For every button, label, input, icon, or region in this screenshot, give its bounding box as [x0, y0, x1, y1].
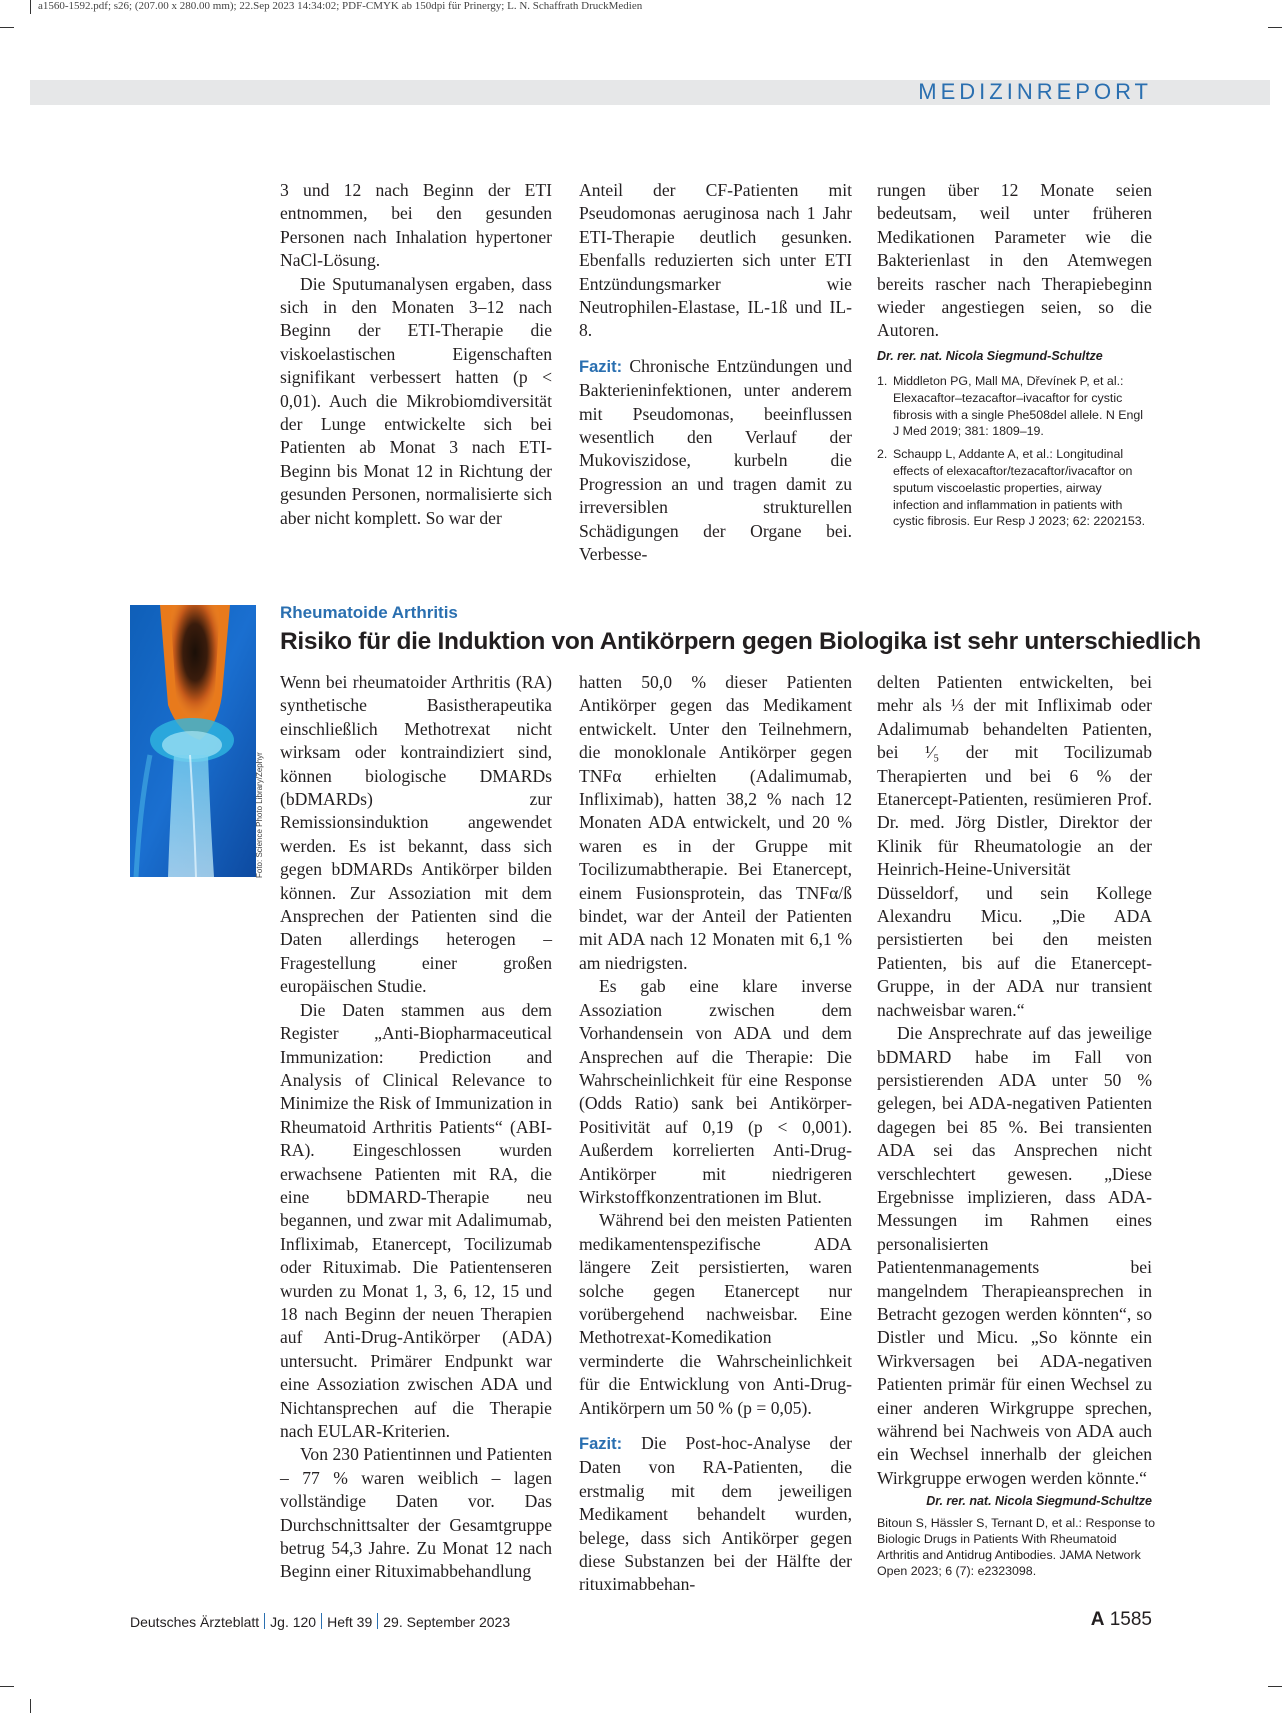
- page-prefix: A: [1090, 1609, 1105, 1630]
- article2-column-3: [877, 671, 1152, 1514]
- paragraph: Während bei den meisten Patienten medikamentenspezifische ADA längere Zeit persistierten, waren solche gegen Etanercept nur vorübergehend nachweisbar. Eine Methotrexat-Komedikation verminderte die Wahrscheinlichkeit für die Entwicklung von Anti-Drug-Antikörpern um 50 % (p = 0,05).: [579, 1210, 852, 1418]
- journal-volume: Jg. 120: [270, 1614, 317, 1630]
- article2-column-1: [280, 671, 552, 1584]
- page-number-value: 1585: [1109, 1609, 1152, 1630]
- crop-mark: [30, 1699, 31, 1713]
- crop-mark: [1268, 27, 1282, 28]
- separator: [264, 1613, 265, 1629]
- fazit-label: Fazit:: [579, 357, 623, 376]
- reference-text: Middleton PG, Mall MA, Dřevínek P, et al.: Elexacaftor–tezacaftor–ivacaftor for cystic fibrosis with a single Phe508del allele. N Engl J Med 2019; 381: 1809–19.: [893, 374, 1144, 439]
- paragraph: Von 230 Patientinnen und Patienten – 77 % waren weiblich – lagen vollständige Daten vor. Das Durchschnittsalter der Gesamtgruppe betrug 54,3 Jahre. Zu Monat 12 nach Beginn einer Rituximabbehandlung: [280, 1444, 552, 1582]
- article1-column-1: [280, 179, 552, 530]
- crop-mark: [30, 0, 31, 14]
- separator: [321, 1613, 322, 1629]
- paragraph: [877, 179, 1152, 368]
- paragraph: Die Sputumanalysen ergaben, dass sich in den Monaten 3–12 nach Beginn der ETI-Therapie die viskoelastischen Eigenschaften signifikant verbessert hatten (p < 0,01). Auch die Mikrobiomdiversität der Lunge entwickelte sich bei Patienten ab Monat 3 nach ETI-Beginn bis Monat 12 in Richtung der gesunden Personen, normalisierte sich aber nicht komplett. So war der: [280, 273, 552, 528]
- article1-column-2: [579, 179, 852, 567]
- reference-item: [877, 373, 1149, 440]
- journal-name: Deutsches Ärzteblatt: [130, 1614, 260, 1630]
- journal-issue: Heft 39: [327, 1614, 373, 1630]
- source-reference: Bitoun S, Hässler S, Ternant D, et al.: Response to Biologic Drugs in Patients With Rheumatoid Arthritis and Antidrug Antibodies. JAMA Network Open 2023; 6 (7): e2323098.: [877, 1516, 1156, 1578]
- reference-number: 1.: [877, 374, 888, 388]
- fazit-label: Fazit:: [579, 1435, 623, 1453]
- fazit-text: Die Post-hoc-Analyse der Daten von RA-Patienten, die erstmalig mit dem jeweiligen Medikament behandelt wurden, belege, dass sich Antikörper gegen diese Substanzen bei der Hälfte der rituximabbehan-: [579, 1433, 852, 1595]
- print-info-line: a1560-1592.pdf; s26; (207.00 x 280.00 mm); 22.Sep 2023 14:34:02; PDF-CMYK ab 150dpi für Prinergy; L. N. Schaffrath DruckMedien: [38, 0, 643, 12]
- thermal-image: [130, 605, 256, 877]
- paragraph: Die Daten stammen aus dem Register „Anti-Biopharmaceutical Immunization: Prediction and Analysis of Clinical Relevance to Minimize the Risk of Immunization in Rheumatoid Arthritis Patients“ (ABI-RA). Eingeschlossen wurden erwachsene Patienten mit RA, die eine bDMARD-Therapie neu begannen, und zwar mit Adalimumab, Infliximab, Etanercept, Tocilizumab oder Rituximab. Die Patientenseren wurden zu Monat 1, 3, 6, 12, 15 und 18 nach Beginn der neuen Therapien auf Anti-Drug-Antikörper (ADA) untersucht. Primärer Endpunkt war eine Assoziation zwischen ADA und Nichtansprechen auf die Therapie nach EULAR-Kriterien.: [280, 999, 552, 1441]
- section-label: MEDIZINREPORT: [918, 79, 1152, 104]
- crop-mark: [0, 1686, 14, 1687]
- paragraph: hatten 50,0 % dieser Patienten Antikörper gegen das Medikament entwickelt. Unter den Teilnehmern, die monoklonale Antikörper gegen TNFα erhielten (Adalimumab, Infliximab), hatten 38,2 % nach 12 Monaten ADA entwickelt, und 20 % waren es in der Gruppe mit Tocilizumabtherapie. Bei Etanercept, einem Fusionsprotein, das TNFα/ß bindet, war der Anteil der Patienten mit ADA nach 12 Monaten mit 6,1 % am niedrigsten.: [579, 672, 852, 973]
- issue-date: 29. September 2023: [383, 1614, 511, 1630]
- fazit-text: Chronische Entzündungen und Bakterieninfektionen, unter anderem mit Pseudomonas, beeinflussen wesentlich den Verlauf der Mukoviszidose, kurbeln die Progression an und tragen damit zu irreversiblen strukturellen Schädigungen der Organe bei. Verbesse-: [579, 355, 852, 565]
- reference-list: [877, 373, 1149, 536]
- paragraph: Die Ansprechrate auf das jeweilige bDMARD habe im Fall von persistierenden ADA unter 50 % gelegen, bei ADA-negativen Patienten dagegen bei 85 %. Bei transienten ADA sei das Ansprechen nicht verschlechtert gewesen. „Diese Ergebnisse implizieren, dass ADA-Messungen im Rahmen eines personalisierten Patientenmanagements bei mangelndem Therapieansprechen in Betracht gezogen werden könnten“, so Distler und Micu. „So könnte ein Wirkversagen bei ADA-negativen Patienten primär für einen Wechsel zu einer anderen Wirkgruppe sprechen, während bei Nachweis von ADA auch ein Wechsel innerhalb der gleichen Wirkgruppe erwogen werden könnte.“: [877, 1023, 1152, 1488]
- fazit-paragraph: [579, 1432, 852, 1597]
- crop-mark: [1268, 1686, 1282, 1687]
- article-headline: Risiko für die Induktion von Antikörpern gegen Biologika ist sehr unterschiedlich: [280, 628, 1201, 655]
- paragraph-text: rungen über 12 Monate seien bedeutsam, weil unter früheren Medikationen Parameter wie die Bakterienlast in den Atemwegen bereits rascher nach Therapiebeginn wieder angestiegen seien, so die Autoren.: [877, 180, 1152, 341]
- article1-column-3: [877, 179, 1152, 368]
- paragraph: delten Patienten entwickelten, bei mehr als ⅓ der mit Infliximab oder Adalimumab behandelten Patienten, bei ¹⁄₅ der mit Tocilizumab Therapierten und bei 6 % der Etanercept-Patienten, resümieren Prof. Dr. med. Jörg Distler, Direktor der Klinik für Rheumatologie an der Heinrich-Heine-Universität Düsseldorf, und sein Kollege Alexandru Micu. „Die ADA persistierten bei den meisten Patienten, bis auf die Etanercept-Gruppe, in der ADA nur transient nachweisbar waren.“: [877, 672, 1152, 1020]
- article-kicker: Rheumatoide Arthritis: [280, 603, 458, 622]
- paragraph: 3 und 12 nach Beginn der ETI entnommen, bei den gesunden Personen nach Inhalation hypertoner NaCl-Lösung.: [280, 180, 552, 271]
- author-credit: Dr. rer. nat. Nicola Siegmund-Schultze: [926, 1494, 1152, 1509]
- paragraph: Wenn bei rheumatoider Arthritis (RA) synthetische Basistherapeutika einschließlich Methotrexat nicht wirksam oder kontraindiziert sind, können biologische DMARDs (bDMARDs) zur Remissionsinduktion angewendet werden. Es ist bekannt, dass sich gegen bDMARDs Antikörper bilden können. Zur Assoziation mit dem Ansprechen der Patienten sind die Daten allerdings heterogen – Fragestellung einer großen europäischen Studie.: [280, 672, 552, 997]
- photo-credit: Foto: Science Photo Library/Zephyr: [255, 752, 264, 878]
- paragraph: Es gab eine klare inverse Assoziation zwischen dem Vorhandensein von ADA und dem Ansprechen auf die Therapie: Die Wahrscheinlichkeit für eine Response (Odds Ratio) sank bei Antikörper-Positivität auf 0,19 (p < 0,001). Außerdem korrelierten Anti-Drug-Antikörper mit niedrigeren Wirkstoffkonzentrationen im Blut.: [579, 976, 852, 1207]
- separator: [377, 1613, 378, 1629]
- article2-column-2: [579, 671, 852, 1597]
- author-credit: Dr. rer. nat. Nicola Siegmund-Schultze: [877, 348, 1103, 363]
- crop-mark: [0, 27, 14, 28]
- reference-text: Schaupp L, Addante A, et al.: Longitudinal effects of elexacaftor/tezacaftor/ivacaftor on sputum viscoelastic properties, airway infection and inflammation in patients with cystic fibrosis. Eur Resp J 2023; 62: 2202153.: [893, 447, 1146, 529]
- knee-xray-photo: [130, 605, 256, 877]
- reference-item: [877, 446, 1149, 530]
- page-footer: [130, 1613, 510, 1630]
- page-number: [1091, 1609, 1152, 1631]
- fazit-paragraph: [579, 355, 852, 567]
- reference-number: 2.: [877, 447, 888, 462]
- paragraph: Anteil der CF-Patienten mit Pseudomonas aeruginosa nach 1 Jahr ETI-Therapie deutlich gesunken. Ebenfalls reduzierten sich unter ETI Entzündungsmarker wie Neutrophilen-Elastase, IL-1ß und IL-8.: [579, 180, 852, 341]
